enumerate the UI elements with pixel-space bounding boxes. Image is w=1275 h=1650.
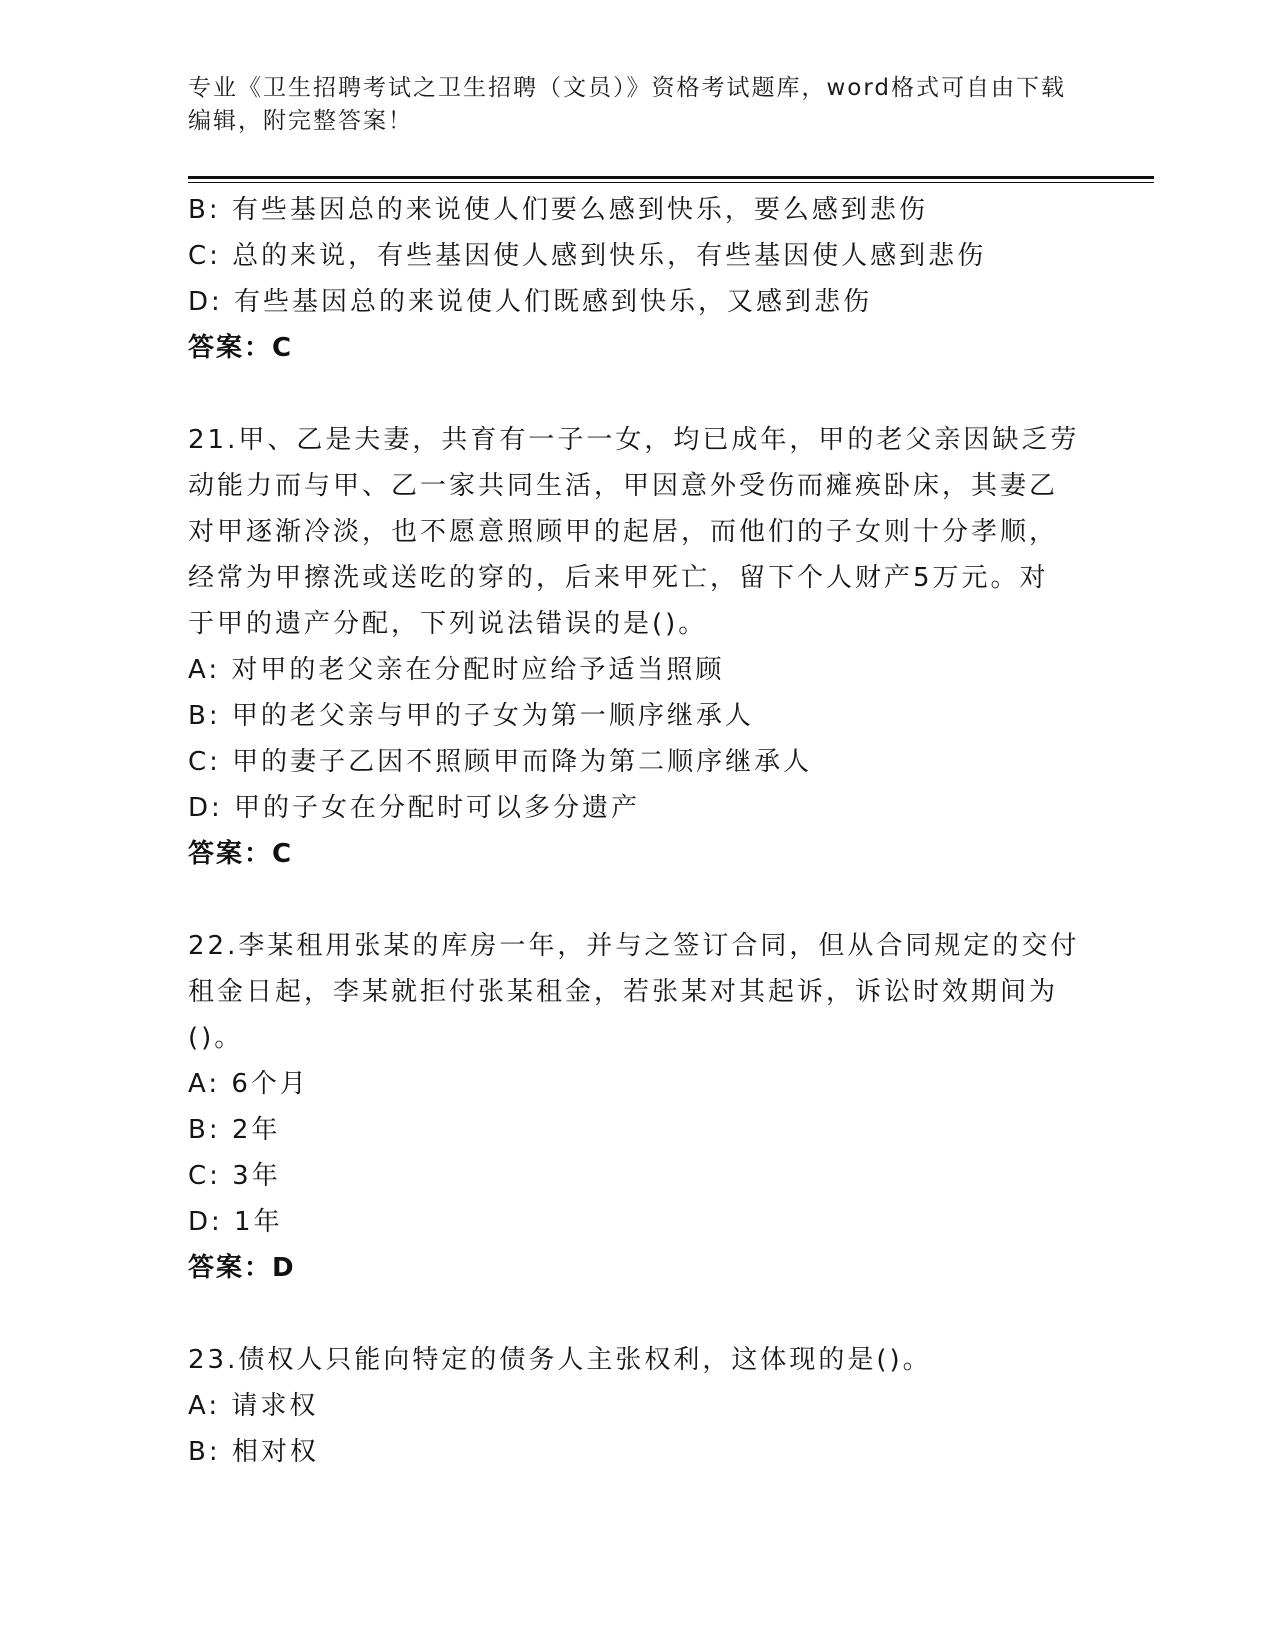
question-stem-line: 22.李某租用张某的库房一年，并与之签订合同，但从合同规定的交付 [188, 931, 1080, 961]
spacer [188, 877, 1088, 923]
header-line-1: 专业《卫生招聘考试之卫生招聘（文员）》资格考试题库，word格式可自由下载 [188, 75, 1067, 101]
header-divider [188, 176, 1154, 179]
option-a: A: 6个月 [188, 1069, 309, 1099]
question-stem-line: 23.债权人只能向特定的债务人主张权利，这体现的是()。 [188, 1345, 932, 1375]
option-c: C: 3年 [188, 1161, 281, 1191]
document-header [188, 72, 1068, 138]
question-stem-line: ()。 [188, 1023, 244, 1053]
spacer [188, 371, 1088, 417]
question-20-continued [188, 187, 1088, 371]
answer-line: 答案：C [188, 333, 294, 363]
option-a: A: 对甲的老父亲在分配时应给予适当照顾 [188, 655, 725, 685]
spacer [188, 1291, 1088, 1337]
header-divider-thin [188, 182, 1154, 183]
option-c: C: 总的来说，有些基因使人感到快乐，有些基因使人感到悲伤 [188, 241, 987, 271]
option-d: D: 甲的子女在分配时可以多分遗产 [188, 793, 641, 823]
answer-line: 答案：C [188, 839, 294, 869]
question-list [188, 187, 1088, 1475]
answer-line: 答案：D [188, 1253, 296, 1283]
question-stem-line: 动能力而与甲、乙一家共同生活，甲因意外受伤而瘫痪卧床，其妻乙 [188, 471, 1059, 501]
option-b: B: 有些基因总的来说使人们要么感到快乐，要么感到悲伤 [188, 195, 928, 225]
option-a: A: 请求权 [188, 1391, 319, 1421]
question-stem-line: 对甲逐渐冷淡，也不愿意照顾甲的起居，而他们的子女则十分孝顺， [188, 517, 1059, 547]
option-d: D: 1年 [188, 1207, 283, 1237]
option-b: B: 甲的老父亲与甲的子女为第一顺序继承人 [188, 701, 754, 731]
option-b: B: 相对权 [188, 1437, 319, 1467]
question-stem-line: 21.甲、乙是夫妻，共育有一子一女，均已成年，甲的老父亲因缺乏劳 [188, 425, 1080, 455]
option-d: D: 有些基因总的来说使人们既感到快乐，又感到悲伤 [188, 287, 873, 317]
option-b: B: 2年 [188, 1115, 281, 1145]
header-line-2: 编辑，附完整答案！ [188, 108, 413, 134]
question-23 [188, 1337, 1088, 1475]
question-stem-line: 租金日起，李某就拒付张某租金，若张某对其起诉，诉讼时效期间为 [188, 977, 1059, 1007]
question-22 [188, 923, 1088, 1291]
option-c: C: 甲的妻子乙因不照顾甲而降为第二顺序继承人 [188, 747, 813, 777]
question-stem-line: 于甲的遗产分配，下列说法错误的是()。 [188, 609, 708, 639]
question-21 [188, 417, 1088, 877]
question-stem-line: 经常为甲擦洗或送吃的穿的，后来甲死亡，留下个人财产5万元。对 [188, 563, 1049, 593]
